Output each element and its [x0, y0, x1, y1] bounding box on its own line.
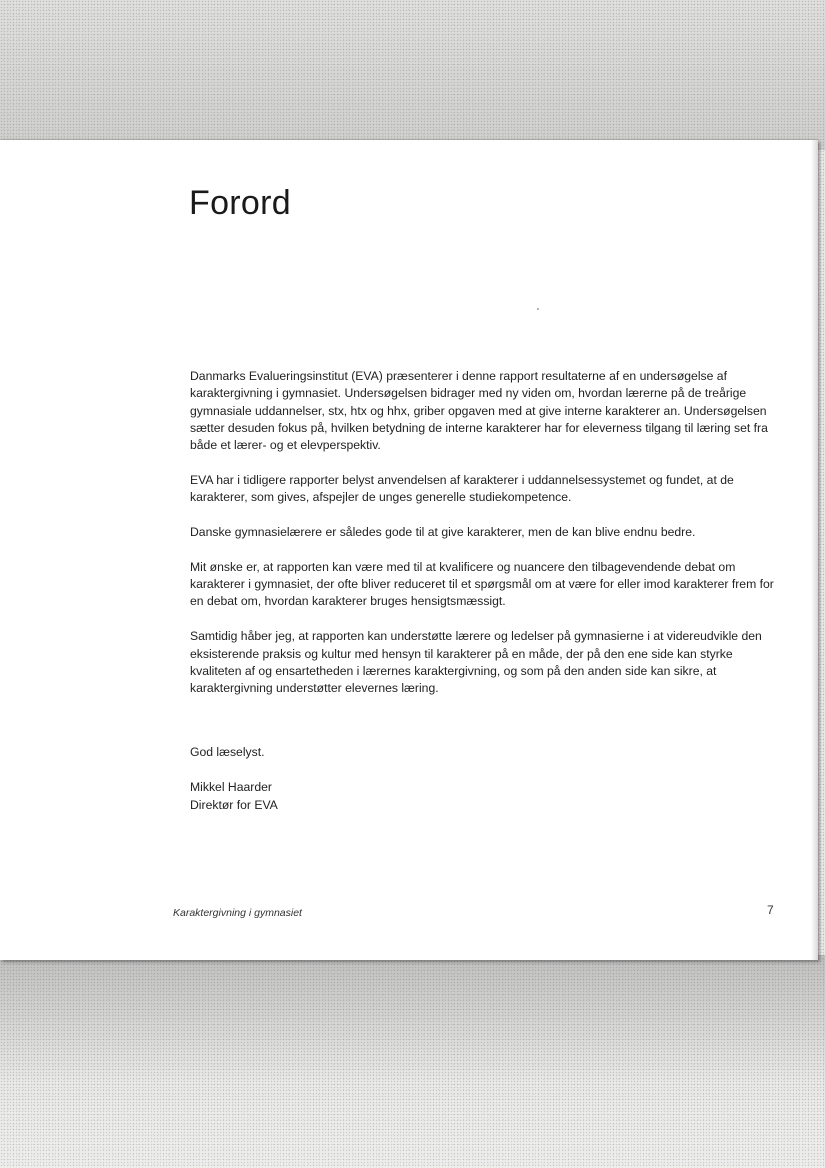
- scan-speck: [537, 308, 539, 310]
- page-title: Forord: [189, 184, 291, 222]
- foreword-body: [190, 368, 776, 715]
- scanner-shadow-top: [0, 0, 825, 150]
- document-page: [0, 140, 818, 960]
- running-footer-title: Karaktergivning i gymnasiet: [173, 907, 302, 919]
- paragraph-2: EVA har i tidligere rapporter belyst anvendelsen af karakterer i uddannelsessystemet og fundet, at de karakterer, som gives, afspejler de unges generelle studiekompetence.: [190, 472, 734, 505]
- signature-title: Direktør for EVA: [190, 797, 278, 812]
- signature-name: Mikkel Haarder: [190, 780, 272, 795]
- paragraph-3: Danske gymnasielærere er således gode til at give karakterer, men de kan blive endnu bedre.: [190, 525, 696, 540]
- paragraph-4: Mit ønske er, at rapporten kan være med til at kvalificere og nuancere den tilbagevendende debat om karakterer i gymnasiet, der ofte bliver reduceret til et spørgsmål om at være for eller imod karakterer frem for en debat om, hvordan karakterer bruges hensigtsmæssigt.: [190, 559, 774, 609]
- page-edge: [811, 140, 818, 960]
- page-number: 7: [767, 903, 774, 917]
- greeting: God læselyst.: [190, 745, 265, 759]
- signoff: [190, 744, 278, 814]
- paragraph-1: Danmarks Evalueringsinstitut (EVA) præsenterer i denne rapport resultaterne af en undersøgelse af karaktergivning i gymnasiet. Undersøgelsen bidrager med ny viden om, hvordan lærerne på de treårige gymnasiale uddannelser, stx, htx og hhx, griber opgaven med at give interne karakterer an. Undersøgelsen sætter desuden fokus på, hvilken betydning de interne karakterer har for eleverness tilgang til læring set fra både et lærer- og et elevperspektiv.: [190, 369, 768, 453]
- paragraph-5: Samtidig håber jeg, at rapporten kan understøtte lærere og ledelser på gymnasierne i at videreudvikle den eksisterende praksis og kultur med hensyn til karakterer på en måde, der på den ene side kan styrke kvaliteten af og ensartetheden i lærernes karaktergivning, og som på den anden side kan sikre, at karaktergivning understøtter elevernes læring.: [190, 629, 762, 696]
- scanner-shadow-bottom: [0, 955, 825, 1168]
